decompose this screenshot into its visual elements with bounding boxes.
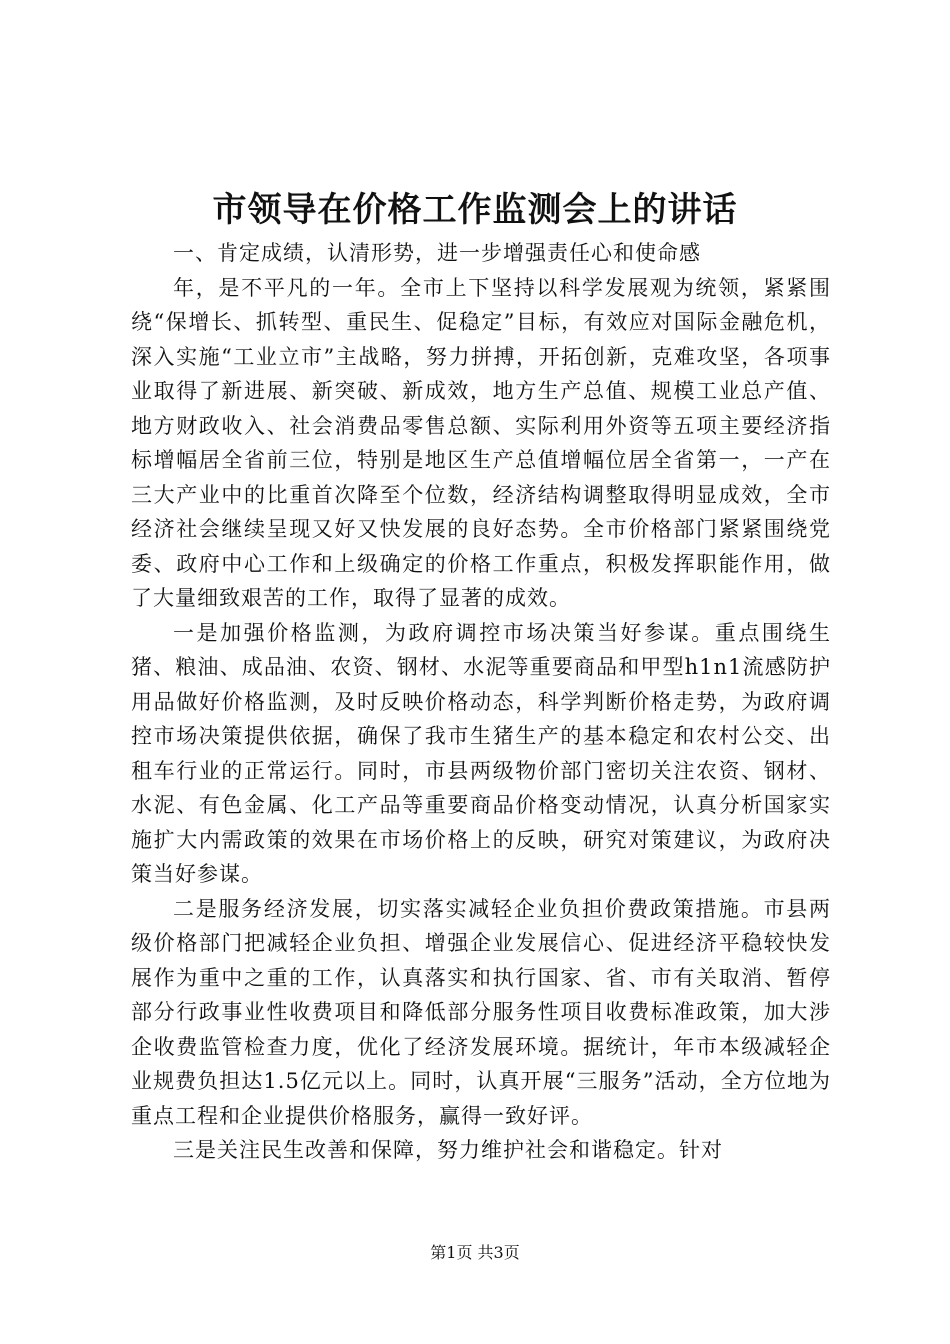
document-body <box>131 236 831 1168</box>
section-heading: 一、肯定成绩，认清形势，进一步增强责任心和使命感 <box>173 241 701 265</box>
document-title: 市领导在价格工作监测会上的讲话 <box>212 190 738 230</box>
body-paragraph: 一是加强价格监测，为政府调控市场决策当好参谋。重点围绕生猪、粮油、成品油、农资、钢材、水泥等重要商品和甲型h1n1流感防护用品做好价格监测，及时反映价格动态，科学判断价格走势，为政府调控市场决策提供依据，确保了我市生猪生产的基本稳定和农村公交、出租车行业的正常运行。同时，市县两级物价部门密切关注农资、钢材、水泥、有色金属、化工产品等重要商品价格变动情况，认真分析国家实施扩大内需政策的效果在市场价格上的反映，研究对策建议，为政府决策当好参谋。 <box>131 620 831 886</box>
body-paragraph: 三是关注民生改善和保障，努力维护社会和谐稳定。针对 <box>173 1138 723 1162</box>
body-paragraph: 二是服务经济发展，切实落实减轻企业负担价费政策措施。市县两级价格部门把减轻企业负担、增强企业发展信心、促进经济平稳较快发展作为重中之重的工作，认真落实和执行国家、省、市有关取消、暂停部分行政事业性收费项目和降低部分服务性项目收费标准政策，加大涉企收费监管检查力度，优化了经济发展环境。据统计，年市本级减轻企业规费负担达1.5亿元以上。同时，认真开展“三服务”活动，全方位地为重点工程和企业提供价格服务，赢得一致好评。 <box>131 896 831 1128</box>
page-footer: 第1页 共3页 <box>430 1243 520 1262</box>
body-paragraph: 年，是不平凡的一年。全市上下坚持以科学发展观为统领，紧紧围绕“保增长、抓转型、重民生、促稳定”目标，有效应对国际金融危机，深入实施“工业立市”主战略，努力拼搏，开拓创新，克难攻坚，各项事业取得了新进展、新突破、新成效，地方生产总值、规模工业总产值、地方财政收入、社会消费品零售总额、实际利用外资等五项主要经济指标增幅居全省前三位，特别是地区生产总值增幅位居全省第一，一产在三大产业中的比重首次降至个位数，经济结构调整取得明显成效，全市经济社会继续呈现又好又快发展的良好态势。全市价格部门紧紧围绕党委、政府中心工作和上级确定的价格工作重点，积极发挥职能作用，做了大量细致艰苦的工作，取得了显著的成效。 <box>131 275 831 610</box>
